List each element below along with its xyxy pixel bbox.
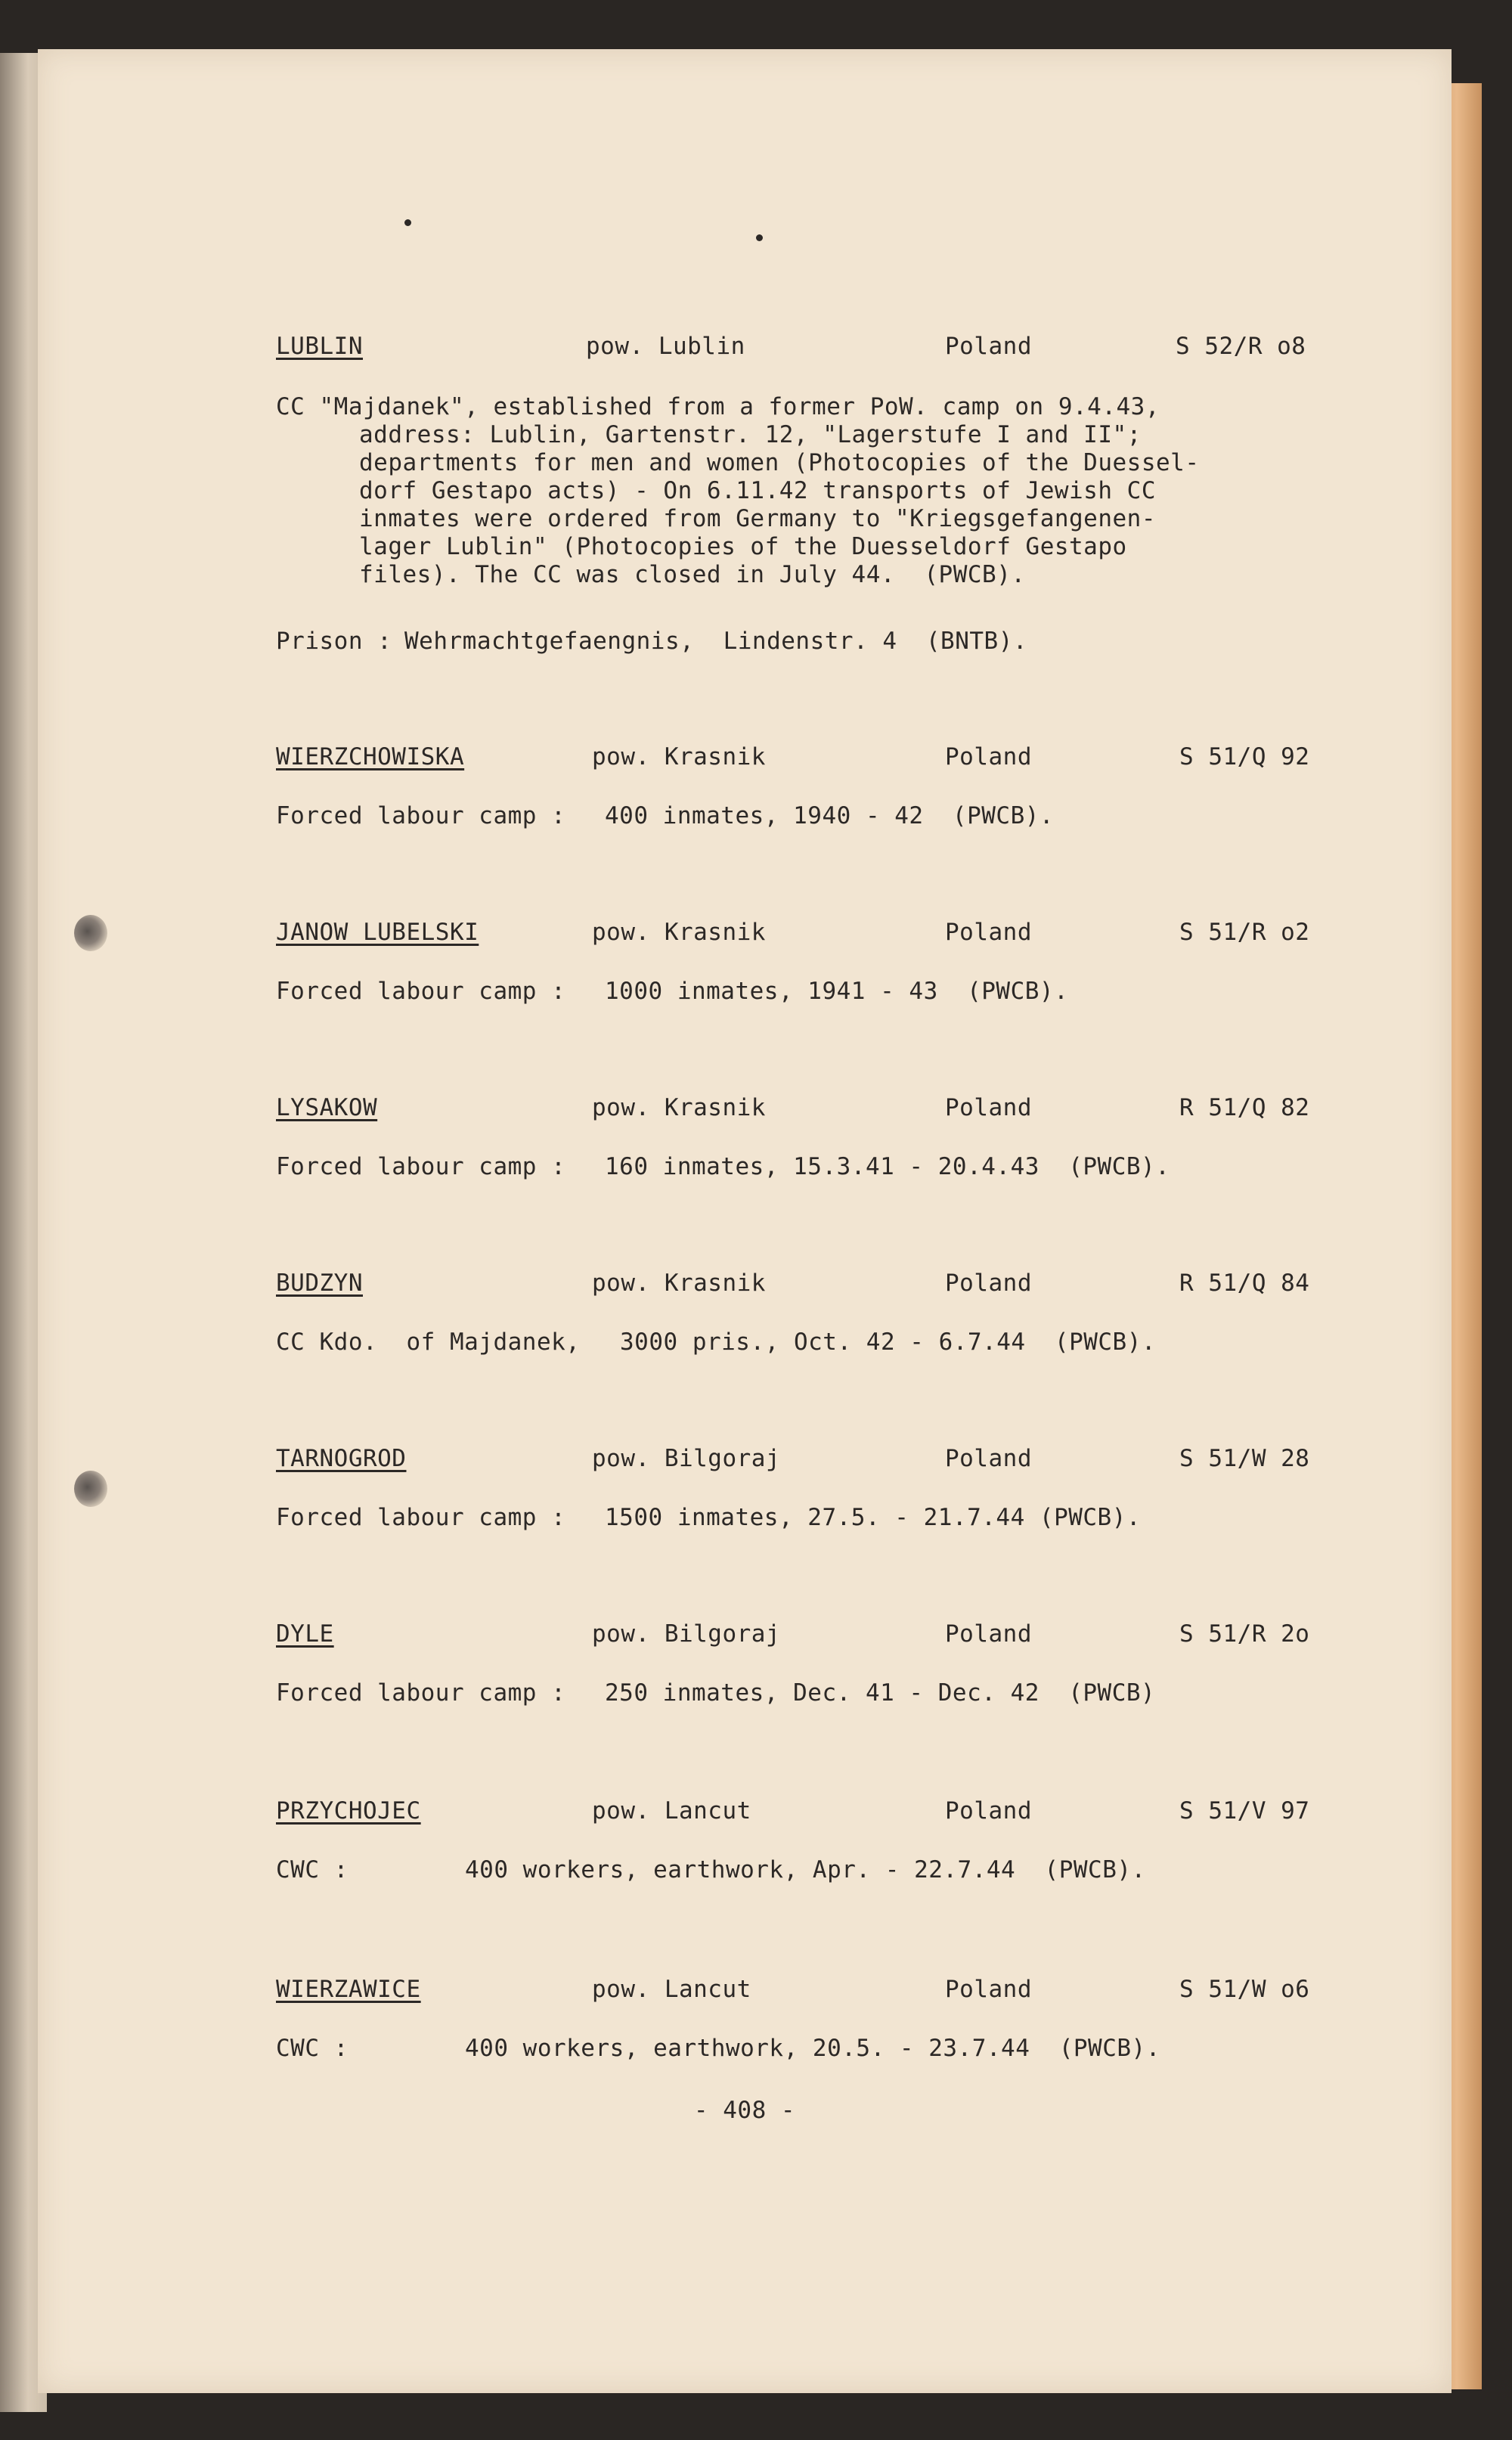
country: Poland: [945, 1976, 1032, 2003]
entry-label: Forced labour camp :: [276, 1504, 566, 1531]
entry-label: CC Kdo. of Majdanek,: [276, 1329, 581, 1356]
entry-detail: 1000 inmates, 1941 - 43 (PWCB).: [605, 978, 1069, 1005]
place-name: TARNOGROD: [276, 1445, 407, 1472]
map-reference: R 51/Q 84: [1179, 1270, 1310, 1297]
district: pow. Lublin: [586, 333, 745, 360]
ink-speck: [756, 234, 763, 241]
district: pow. Bilgoraj: [592, 1445, 781, 1472]
map-reference: S 51/R 2o: [1179, 1620, 1310, 1648]
place-name: JANOW LUBELSKI: [276, 919, 479, 946]
map-reference: S 51/W 28: [1179, 1445, 1310, 1472]
entry-detail: 1500 inmates, 27.5. - 21.7.44 (PWCB).: [605, 1504, 1142, 1531]
district: pow. Bilgoraj: [592, 1620, 781, 1648]
description-line: files). The CC was closed in July 44. (PWCB).: [359, 561, 1026, 588]
country: Poland: [945, 1270, 1032, 1297]
entry-label: Forced labour camp :: [276, 978, 566, 1005]
map-reference: S 51/R o2: [1179, 919, 1310, 946]
map-reference: S 51/V 97: [1179, 1797, 1310, 1825]
country: Poland: [945, 1620, 1032, 1648]
place-name: LYSAKOW: [276, 1094, 378, 1121]
entry-label: Forced labour camp :: [276, 1679, 566, 1707]
entry-label: Forced labour camp :: [276, 1153, 566, 1180]
prison-text: Wehrmachtgefaengnis, Lindenstr. 4 (BNTB).: [404, 628, 1028, 655]
description-line: CC "Majdanek", established from a former PoW. camp on 9.4.43,: [276, 393, 1160, 420]
district: pow. Lancut: [592, 1797, 751, 1825]
entry-detail: 250 inmates, Dec. 41 - Dec. 42 (PWCB): [605, 1679, 1156, 1707]
ink-speck: [404, 219, 411, 226]
prison-label: Prison :: [276, 628, 392, 655]
country: Poland: [945, 1797, 1032, 1825]
description-line: inmates were ordered from Germany to "Kriegsgefangenen-: [359, 505, 1156, 532]
punch-hole: [74, 915, 107, 951]
description-line: address: Lublin, Gartenstr. 12, "Lagerstufe I and II";: [359, 421, 1142, 448]
document-page: [38, 49, 1452, 2393]
entry-detail: 400 workers, earthwork, 20.5. - 23.7.44 (PWCB).: [465, 2035, 1160, 2062]
description-line: dorf Gestapo acts) - On 6.11.42 transports of Jewish CC: [359, 477, 1156, 504]
country: Poland: [945, 333, 1032, 360]
punch-hole: [74, 1471, 107, 1507]
district: pow. Krasnik: [592, 919, 766, 946]
description-line: departments for men and women (Photocopies of the Duessel-: [359, 449, 1200, 476]
district: pow. Krasnik: [592, 743, 766, 770]
entry-label: CWC :: [276, 2035, 349, 2062]
page-number: - 408 -: [693, 2097, 796, 2124]
country: Poland: [945, 1445, 1032, 1472]
entry-detail: 160 inmates, 15.3.41 - 20.4.43 (PWCB).: [605, 1153, 1170, 1180]
map-reference: S 51/W o6: [1179, 1976, 1310, 2003]
place-name: PRZYCHOJEC: [276, 1797, 421, 1825]
entry-detail: 400 inmates, 1940 - 42 (PWCB).: [605, 802, 1055, 829]
description-line: lager Lublin" (Photocopies of the Duesseldorf Gestapo: [359, 533, 1127, 560]
country: Poland: [945, 919, 1032, 946]
district: pow. Krasnik: [592, 1094, 766, 1121]
place-name: BUDZYN: [276, 1270, 363, 1297]
map-reference: S 52/R o8: [1176, 333, 1306, 360]
country: Poland: [945, 1094, 1032, 1121]
place-name: WIERZCHOWISKA: [276, 743, 465, 770]
place-name: LUBLIN: [276, 333, 363, 360]
entry-label: CWC :: [276, 1856, 349, 1883]
district: pow. Krasnik: [592, 1270, 766, 1297]
map-reference: R 51/Q 82: [1179, 1094, 1310, 1121]
entry-label: Forced labour camp :: [276, 802, 566, 829]
place-name: DYLE: [276, 1620, 334, 1648]
district: pow. Lancut: [592, 1976, 751, 2003]
map-reference: S 51/Q 92: [1179, 743, 1310, 770]
entry-detail: 400 workers, earthwork, Apr. - 22.7.44 (PWCB).: [465, 1856, 1146, 1883]
country: Poland: [945, 743, 1032, 770]
entry-detail: 3000 pris., Oct. 42 - 6.7.44 (PWCB).: [620, 1329, 1157, 1356]
place-name: WIERZAWICE: [276, 1976, 421, 2003]
